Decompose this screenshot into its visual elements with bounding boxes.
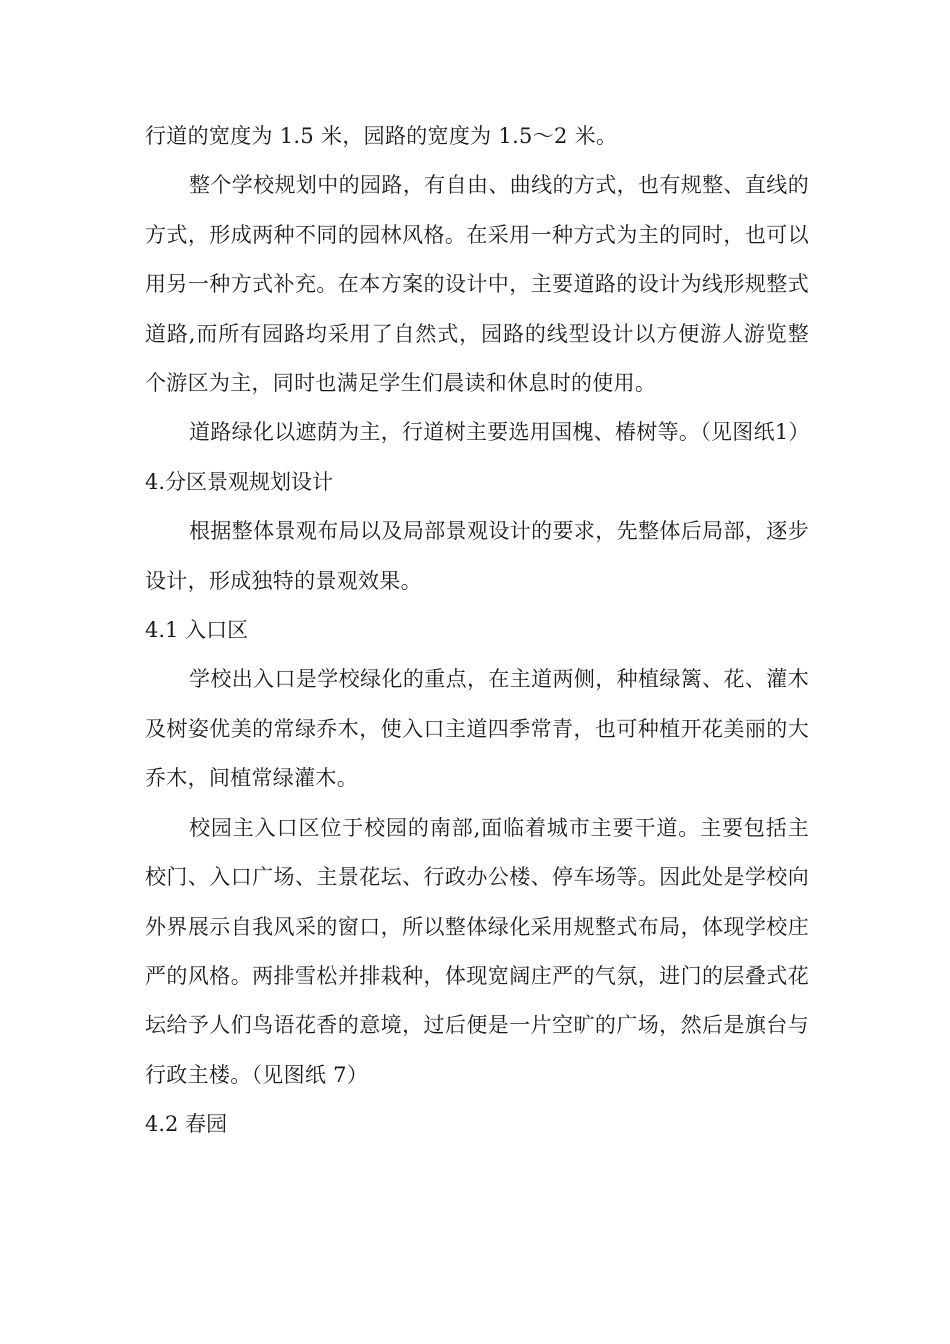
section-heading-entrance: 4.1 入口区 xyxy=(145,618,249,643)
section-heading-zoning: 4.分区景观规划设计 xyxy=(145,469,334,494)
section-heading-spring-garden: 4.2 春园 xyxy=(145,1112,228,1137)
paragraph-zoning-intro: 根据整体景观布局以及局部景观设计的要求，先整体后局部，逐步设计，形成独特的景观效果。 xyxy=(145,519,809,593)
paragraph-road-width: 行道的宽度为 1.5 米，园路的宽度为 1.5～2 米。 xyxy=(145,124,618,148)
document-body xyxy=(145,112,809,1150)
paragraph-main-entrance: 校园主入口区位于校园的南部,面临着城市主要干道。主要包括主校门、入口广场、主景花坛、行政办公楼、停车场等。因此处是学校向外界展示自我风采的窗口，所以整体绿化采用规整式布局，体现学校庄严的风格。两排雪松并排栽种，体现宽阔庄严的气氛，进门的层叠式花坛给予人们鸟语花香的意境，过后便是一片空旷的广场，然后是旗台与行政主楼。（见图纸 7） xyxy=(145,815,809,1087)
paragraph-entrance-greening: 学校出入口是学校绿化的重点，在主道两侧，种植绿篱、花、灌木及树姿优美的常绿乔木，使入口主道四季常青，也可种植开花美丽的大乔木，间植常绿灌木。 xyxy=(145,667,809,791)
paragraph-garden-paths: 整个学校规划中的园路，有自由、曲线的方式，也有规整、直线的方式，形成两种不同的园林风格。在采用一种方式为主的同时，也可以用另一种方式补充。在本方案的设计中，主要道路的设计为线形规整式道路,而所有园路均采用了自然式，园路的线型设计以方便游人游览整个游区为主，同时也满足学生们晨读和休息时的使用。 xyxy=(145,173,809,396)
paragraph-road-greening: 道路绿化以遮荫为主，行道树主要选用国槐、椿树等。（见图纸1） xyxy=(189,420,810,445)
